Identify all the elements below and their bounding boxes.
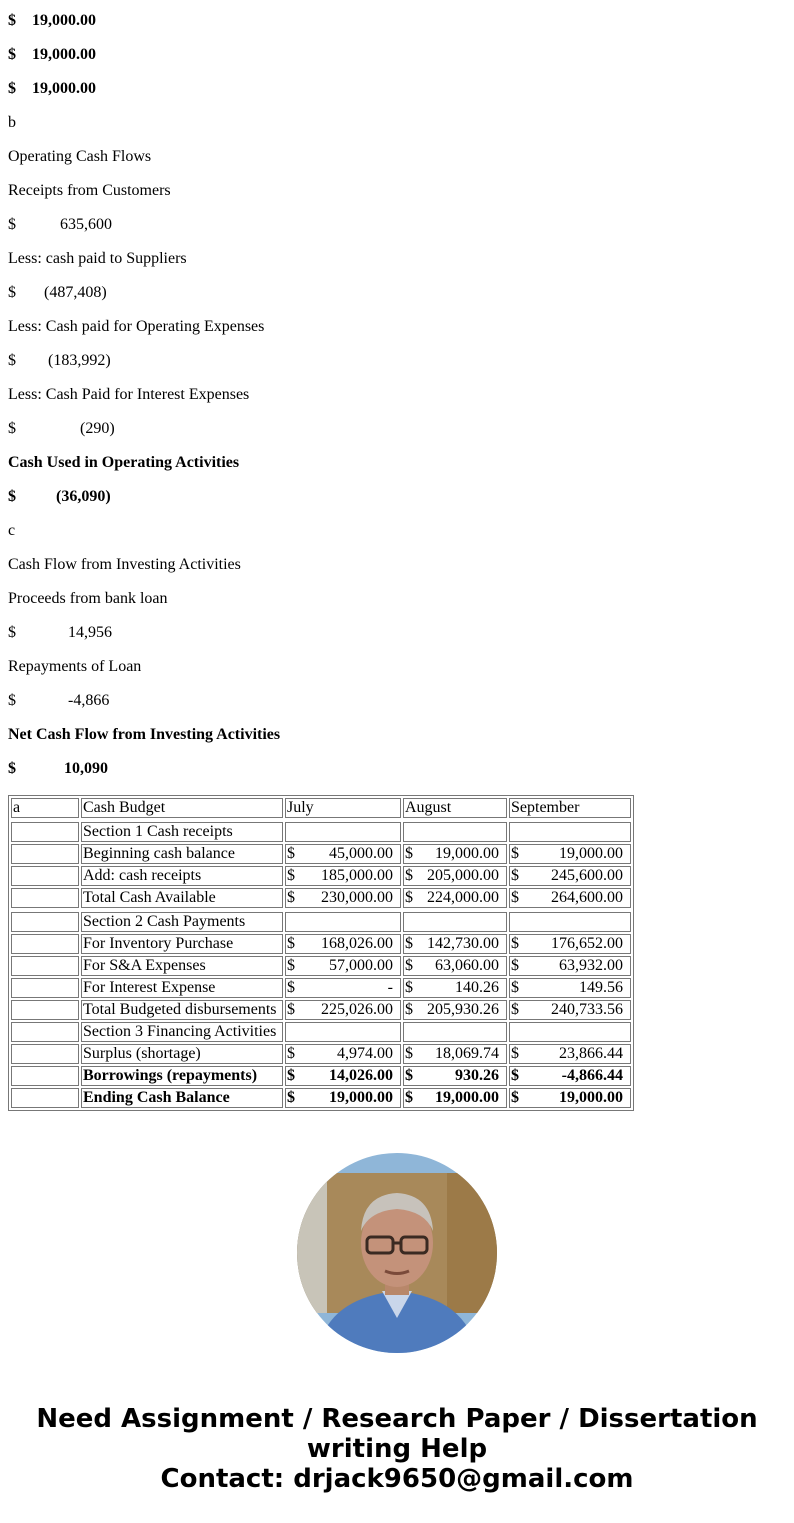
money-cell-aug <box>403 866 507 886</box>
money-cell-july <box>285 956 401 976</box>
table-row <box>11 1000 631 1020</box>
header-cell: a <box>11 798 79 818</box>
money-cell-july <box>285 844 401 864</box>
amount: 19,000.00 <box>32 12 96 29</box>
amount: 63,060.00 <box>435 957 499 974</box>
investing-total-amount <box>8 759 108 779</box>
table-row <box>11 888 631 908</box>
money-cell-aug <box>403 978 507 998</box>
avatar-image <box>297 1153 497 1353</box>
money-cell-aug <box>403 844 507 864</box>
amount: 19,000.00 <box>559 1089 623 1106</box>
table-cell <box>285 912 401 932</box>
currency-symbol: $ <box>8 692 16 709</box>
money-cell-sep <box>509 956 631 976</box>
amount: 19,000.00 <box>559 845 623 862</box>
amount: - <box>387 979 393 996</box>
amount: 264,600.00 <box>551 889 623 906</box>
currency-symbol: $ <box>8 80 16 97</box>
section-title-row <box>11 1022 631 1042</box>
repay-amount <box>8 691 109 711</box>
amount: 14,956 <box>68 624 112 641</box>
table-row <box>11 1088 631 1108</box>
currency-symbol: $ <box>287 867 295 884</box>
amount: 142,730.00 <box>427 935 499 952</box>
currency-symbol: $ <box>405 957 413 974</box>
investing-heading: Cash Flow from Investing Activities <box>8 556 241 573</box>
amount: 185,000.00 <box>321 867 393 884</box>
money-cell-july <box>285 1044 401 1064</box>
table-row <box>11 844 631 864</box>
amount: 23,866.44 <box>559 1045 623 1062</box>
table-cell <box>403 912 507 932</box>
currency-symbol: $ <box>8 420 16 437</box>
row-label: Surplus (shortage) <box>81 1044 283 1064</box>
table-cell <box>11 866 79 886</box>
currency-symbol: $ <box>287 957 295 974</box>
money-cell-aug <box>403 1000 507 1020</box>
opex-label: Less: Cash paid for Operating Expenses <box>8 318 265 335</box>
row-label: For Interest Expense <box>81 978 283 998</box>
suppliers-amount <box>8 283 107 303</box>
author-avatar <box>297 1153 497 1353</box>
amount: 63,932.00 <box>559 957 623 974</box>
amount: 19,000.00 <box>32 80 96 97</box>
currency-symbol: $ <box>511 979 519 996</box>
section-3-body <box>11 1044 631 1108</box>
amount: 224,000.00 <box>427 889 499 906</box>
money-cell-sep <box>509 1066 631 1086</box>
section-title-row <box>11 912 631 932</box>
amount: 240,733.56 <box>551 1001 623 1018</box>
money-cell-july <box>285 978 401 998</box>
amount: -4,866 <box>68 692 110 709</box>
amount: 14,026.00 <box>329 1067 393 1084</box>
part-c-label: c <box>8 522 16 539</box>
amount: 18,069.74 <box>435 1045 499 1062</box>
money-cell-july <box>285 1000 401 1020</box>
table-cell <box>11 844 79 864</box>
section-1-body <box>11 844 631 908</box>
money-cell-sep <box>509 866 631 886</box>
amount: (290) <box>80 420 115 437</box>
operating-total-label: Cash Used in Operating Activities <box>8 454 240 471</box>
amount: 930.26 <box>455 1067 499 1084</box>
section-title: Section 3 Financing Activities <box>81 1022 283 1042</box>
table-cell <box>285 1022 401 1042</box>
currency-symbol: $ <box>511 867 519 884</box>
currency-symbol: $ <box>8 352 16 369</box>
money-cell-july <box>285 1088 401 1108</box>
promo-contact: Contact: drjack9650@gmail.com <box>160 1464 634 1494</box>
amount: (36,090) <box>56 488 111 505</box>
investing-total-label: Net Cash Flow from Investing Activities <box>8 726 281 743</box>
money-cell-aug <box>403 1066 507 1086</box>
table-cell <box>403 1022 507 1042</box>
top-total-2 <box>8 45 96 65</box>
currency-symbol: $ <box>511 889 519 906</box>
section-title: Section 1 Cash receipts <box>81 822 283 842</box>
money-cell-july <box>285 934 401 954</box>
amount: 149.56 <box>579 979 623 996</box>
currency-symbol: $ <box>511 1045 519 1062</box>
table-cell <box>11 822 79 842</box>
table-row <box>11 934 631 954</box>
promo-line-2: writing Help <box>306 1434 488 1464</box>
currency-symbol: $ <box>511 957 519 974</box>
amount: 635,600 <box>60 216 112 233</box>
currency-symbol: $ <box>8 488 16 505</box>
interest-amount <box>8 419 115 439</box>
section-2-body <box>11 934 631 1020</box>
currency-symbol: $ <box>8 46 16 63</box>
currency-symbol: $ <box>405 1001 413 1018</box>
table-cell <box>11 912 79 932</box>
row-label: For Inventory Purchase <box>81 934 283 954</box>
suppliers-label: Less: cash paid to Suppliers <box>8 250 187 267</box>
currency-symbol: $ <box>8 216 16 233</box>
table-header-row <box>11 798 631 818</box>
currency-symbol: $ <box>287 1089 295 1106</box>
currency-symbol: $ <box>287 1067 295 1084</box>
receipts-label: Receipts from Customers <box>8 182 171 199</box>
amount: 19,000.00 <box>329 1089 393 1106</box>
amount: 225,026.00 <box>321 1001 393 1018</box>
currency-symbol: $ <box>405 979 413 996</box>
header-cell: July <box>285 798 401 818</box>
table-cell <box>11 956 79 976</box>
amount: 245,600.00 <box>551 867 623 884</box>
currency-symbol: $ <box>287 889 295 906</box>
row-label: Borrowings (repayments) <box>81 1066 283 1086</box>
table-cell <box>11 1022 79 1042</box>
table-cell <box>403 822 507 842</box>
currency-symbol: $ <box>287 979 295 996</box>
amount: 45,000.00 <box>329 845 393 862</box>
money-cell-aug <box>403 1044 507 1064</box>
currency-symbol: $ <box>287 935 295 952</box>
section-title: Section 2 Cash Payments <box>81 912 283 932</box>
money-cell-sep <box>509 1044 631 1064</box>
money-cell-sep <box>509 1088 631 1108</box>
currency-symbol: $ <box>511 845 519 862</box>
amount: 140.26 <box>455 979 499 996</box>
table-row <box>11 1044 631 1064</box>
currency-symbol: $ <box>8 760 16 777</box>
table-row <box>11 956 631 976</box>
loan-label: Proceeds from bank loan <box>8 590 168 607</box>
table-cell <box>11 1000 79 1020</box>
amount: 205,000.00 <box>427 867 499 884</box>
table-cell <box>11 1044 79 1064</box>
amount: (183,992) <box>48 352 111 369</box>
money-cell-july <box>285 866 401 886</box>
currency-symbol: $ <box>405 889 413 906</box>
row-label: Total Budgeted disbursements <box>81 1000 283 1020</box>
money-cell-aug <box>403 1088 507 1108</box>
amount: 205,930.26 <box>427 1001 499 1018</box>
currency-symbol: $ <box>8 12 16 29</box>
currency-symbol: $ <box>405 845 413 862</box>
amount: 19,000.00 <box>435 1089 499 1106</box>
money-cell-aug <box>403 888 507 908</box>
table-row <box>11 1066 631 1086</box>
amount: (487,408) <box>44 284 107 301</box>
amount: 57,000.00 <box>329 957 393 974</box>
table-cell <box>285 822 401 842</box>
header-cell: August <box>403 798 507 818</box>
money-cell-july <box>285 888 401 908</box>
table-row <box>11 978 631 998</box>
amount: 19,000.00 <box>32 46 96 63</box>
currency-symbol: $ <box>405 867 413 884</box>
money-cell-aug <box>403 956 507 976</box>
money-cell-sep <box>509 1000 631 1020</box>
currency-symbol: $ <box>511 1089 519 1106</box>
table-row <box>11 866 631 886</box>
promo-line-1: Need Assignment / Research Paper / Dissertation <box>36 1404 758 1434</box>
part-b-label: b <box>8 114 16 131</box>
top-total-1 <box>8 11 96 31</box>
currency-symbol: $ <box>405 935 413 952</box>
currency-symbol: $ <box>8 624 16 641</box>
loan-amount <box>8 623 112 643</box>
table-cell <box>11 1066 79 1086</box>
table-cell <box>11 978 79 998</box>
money-cell-sep <box>509 844 631 864</box>
amount: 10,090 <box>64 760 108 777</box>
operating-heading: Operating Cash Flows <box>8 148 152 165</box>
table-cell <box>509 822 631 842</box>
amount: 168,026.00 <box>321 935 393 952</box>
money-cell-sep <box>509 934 631 954</box>
header-cell: September <box>509 798 631 818</box>
row-label: Ending Cash Balance <box>81 1088 283 1108</box>
row-label: For S&A Expenses <box>81 956 283 976</box>
amount: 230,000.00 <box>321 889 393 906</box>
row-label: Total Cash Available <box>81 888 283 908</box>
interest-label: Less: Cash Paid for Interest Expenses <box>8 386 250 403</box>
money-cell-aug <box>403 934 507 954</box>
currency-symbol: $ <box>405 1067 413 1084</box>
header-cell: Cash Budget <box>81 798 283 818</box>
table-cell <box>509 912 631 932</box>
row-label: Beginning cash balance <box>81 844 283 864</box>
row-label: Add: cash receipts <box>81 866 283 886</box>
money-cell-july <box>285 1066 401 1086</box>
table-cell <box>11 934 79 954</box>
table-cell <box>509 1022 631 1042</box>
table-cell <box>11 888 79 908</box>
repay-label: Repayments of Loan <box>8 658 142 675</box>
amount: 19,000.00 <box>435 845 499 862</box>
currency-symbol: $ <box>511 1001 519 1018</box>
section-title-row <box>11 822 631 842</box>
money-cell-sep <box>509 888 631 908</box>
currency-symbol: $ <box>405 1045 413 1062</box>
operating-total-amount <box>8 487 111 507</box>
top-total-3 <box>8 79 96 99</box>
cash-budget-table <box>8 795 634 1111</box>
opex-amount <box>8 351 111 371</box>
amount: 4,974.00 <box>337 1045 393 1062</box>
money-cell-sep <box>509 978 631 998</box>
amount: 176,652.00 <box>551 935 623 952</box>
currency-symbol: $ <box>8 284 16 301</box>
currency-symbol: $ <box>287 1045 295 1062</box>
currency-symbol: $ <box>287 1001 295 1018</box>
currency-symbol: $ <box>405 1089 413 1106</box>
currency-symbol: $ <box>511 935 519 952</box>
currency-symbol: $ <box>511 1067 519 1084</box>
table-cell <box>11 1088 79 1108</box>
receipts-amount <box>8 215 112 235</box>
currency-symbol: $ <box>287 845 295 862</box>
amount: -4,866.44 <box>561 1067 623 1084</box>
